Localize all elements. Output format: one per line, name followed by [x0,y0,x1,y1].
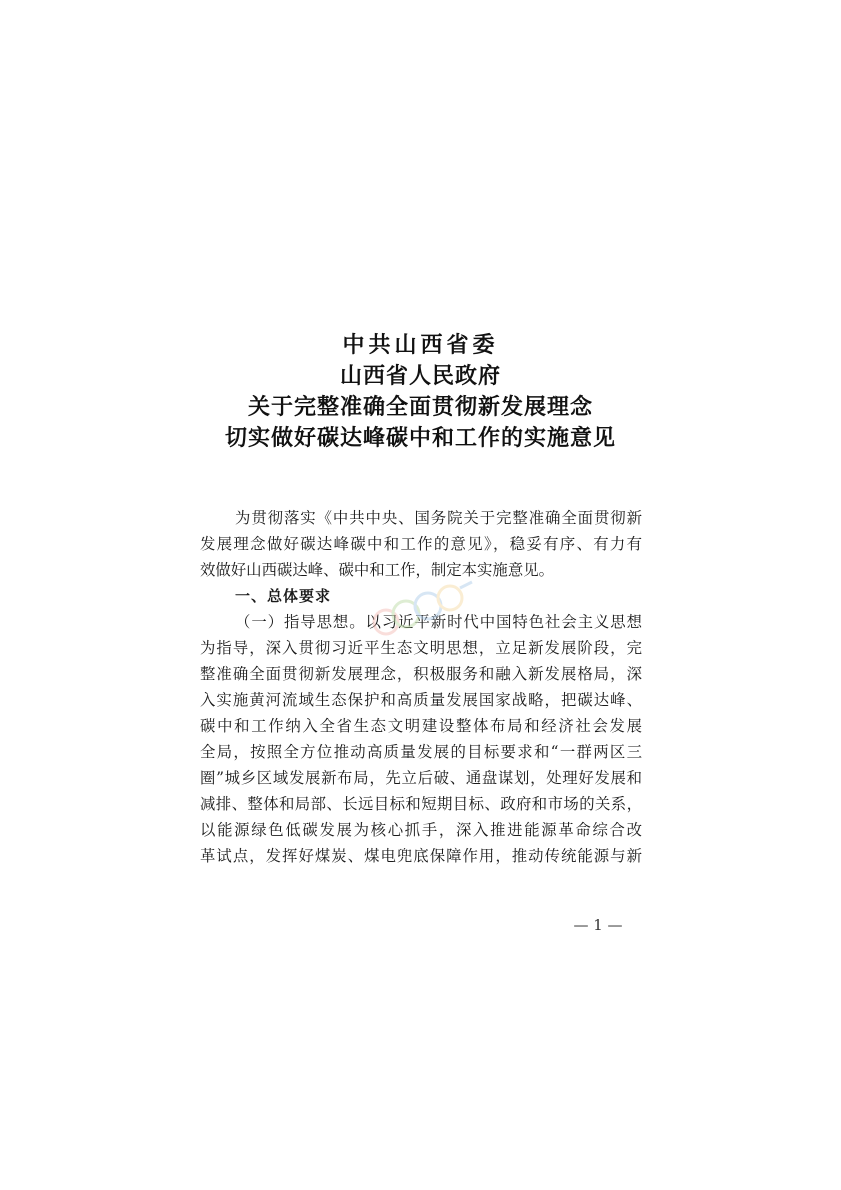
body-line: 效做好山西碳达峰、碳中和工作，制定本实施意见。 [200,561,554,579]
body-line: 入实施黄河流域生态保护和高质量发展国家战略，把碳达峰、 [200,691,642,709]
body-line: 全局，按照全方位推动高质量发展的目标要求和“一群两区三 [200,743,642,761]
title-line-3: 关于完整准确全面贯彻新发展理念 [247,394,593,420]
body-line: 为贯彻落实《中共中央、国务院关于完整准确全面贯彻新 [235,509,642,527]
body-line: 圈”城乡区域发展新布局，先立后破、通盘谋划，处理好发展和 [200,769,642,787]
body-line: 革试点，发挥好煤炭、煤电兜底保障作用，推动传统能源与新 [200,847,642,865]
section-heading: 一、总体要求 [235,587,332,605]
body-line: 碳中和工作纳入全省生态文明建设整体布局和经济社会发展 [200,717,642,735]
body-line: （一）指导思想。以习近平新时代中国特色社会主义思想 [235,613,642,631]
title-line-2: 山西省人民政府 [339,363,501,389]
document-title [0,330,841,454]
body-line: 减排、整体和局部、长远目标和短期目标、政府和市场的关系， [200,795,642,813]
body-line: 发展理念做好碳达峰碳中和工作的意见》，稳妥有序、有力有 [200,535,642,553]
title-line-4: 切实做好碳达峰碳中和工作的实施意见 [224,425,616,451]
title-line-1: 中共山西省委 [342,332,499,358]
body-line: 以能源绿色低碳发展为核心抓手，深入推进能源革命综合改 [200,821,642,839]
cloud-logo-icon [368,580,478,640]
page-number: — 1 — [573,916,623,934]
body-line: 为指导，深入贯彻习近平生态文明思想，立足新发展阶段，完 [200,639,642,657]
document-body [200,505,642,869]
body-line: 整准确全面贯彻新发展理念，积极服务和融入新发展格局，深 [200,665,642,683]
